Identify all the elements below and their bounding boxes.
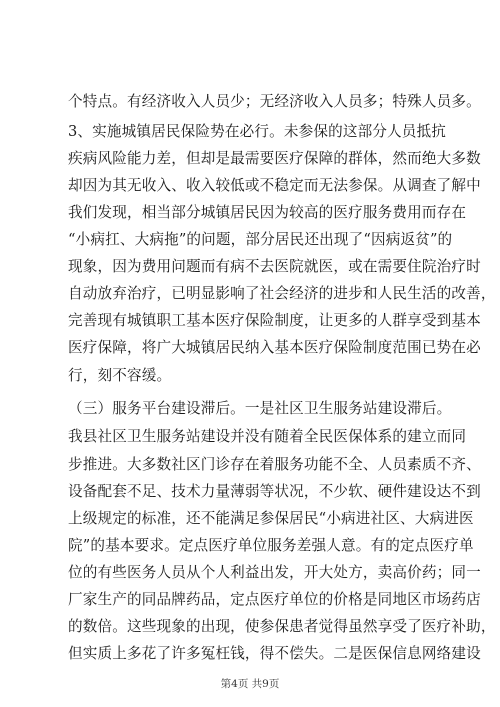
text-line: 我县社区卫生服务站建设并没有随着全民医保体系的建立而同: [68, 428, 467, 445]
text-line: 上级规定的标准，还不能满足参保居民“小病进社区、大病进医: [68, 510, 474, 527]
text-line: 现象，因为费用问题而有病不去医院就医，或在需要住院治疗时: [68, 258, 481, 275]
text-line: 却因为其无收入、收入较低或不稳定而无法参保。从调查了解中: [68, 177, 481, 194]
text-line: 3、实施城镇居民保险势在必行。未参保的这部分人员抵抗: [68, 123, 447, 140]
text-line: 行，刻不容缓。: [68, 367, 172, 384]
page-number: 第4页 共9页: [220, 678, 280, 690]
text-line: 完善现有城镇职工基本医疗保险制度，让更多的人群享受到基本: [68, 312, 481, 329]
text-line: 自动放弃治疗，已明显影响了社会经济的进步和人民生活的改善，: [68, 285, 496, 302]
text-line: “小病扛、大病拖”的问题，部分居民还出现了“因病返贫”的: [68, 231, 453, 248]
text-line: 厂家生产的同品牌药品，定点医疗单位的价格是同地区市场药店: [68, 591, 481, 608]
text-line: （三）服务平台建设滞后。一是社区卫生服务站建设滞后。: [68, 400, 452, 417]
text-line: 的数倍。这些现象的出现，使参保患者觉得虽然享受了医疗补助，: [68, 618, 496, 635]
text-line: 步推进。大多数社区门诊存在着服务功能不全、人员素质不齐、: [68, 456, 481, 473]
text-line: 我们发现，相当部分城镇居民因为较高的医疗服务费用而存在: [68, 204, 467, 221]
text-line: 个特点。有经济收入人员少；无经济收入人员多；特殊人员多。: [68, 93, 481, 110]
text-line: 但实质上多花了许多冤枉钱，得不偿失。二是医保信息网络建设: [68, 645, 481, 662]
text-line: 疾病风险能力差，但却是最需要医疗保障的群体，然而绝大多数: [68, 150, 481, 167]
text-line: 位的有些医务人员从个人利益出发，开大处方，卖高价药；同一: [68, 564, 481, 581]
text-line: 设备配套不足、技术力量薄弱等状况，不少软、硬件建设达不到: [68, 483, 481, 500]
text-line: 医疗保障，将广大城镇居民纳入基本医疗保险制度范围已势在必: [68, 339, 481, 356]
text-line: 院”的基本要求。定点医疗单位服务差强人意。有的定点医疗单: [68, 537, 474, 554]
